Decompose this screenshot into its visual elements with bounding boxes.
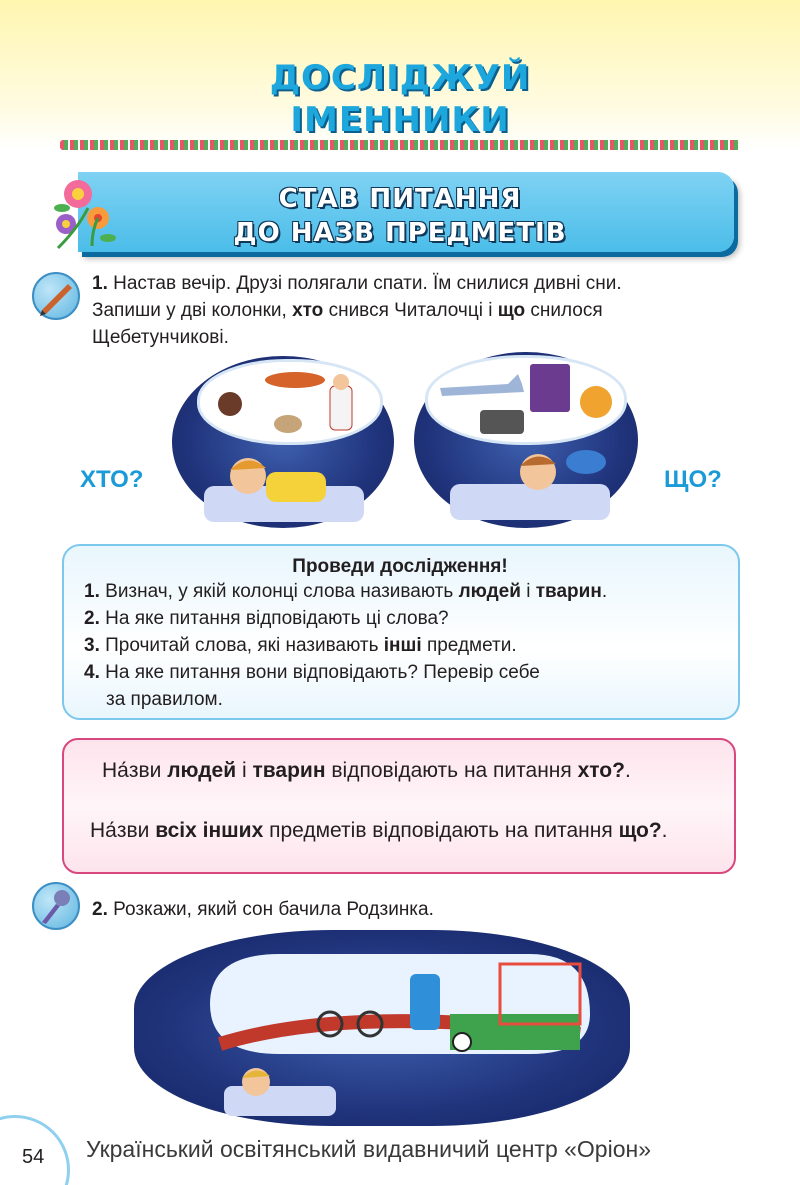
rule-paragraph-1: На́зви людей і тварин відповідають на питання хто?.: [102, 759, 631, 782]
research-item-2: 2. На яке питання відповідають ці слова?: [84, 608, 449, 629]
sleeping-girl-icon: [200, 446, 370, 524]
task1-line2: Запиши у дві колонки, хто снився Читалочці і що снилося: [92, 300, 603, 321]
hen-icon: [218, 392, 242, 416]
question-who-label: ХТО?: [80, 466, 144, 493]
question-what-label: ЩО?: [664, 466, 722, 493]
girl-dream-bubble: [200, 362, 380, 442]
research-item-4-continued: за правилом.: [106, 689, 223, 710]
page-number: 54: [22, 1146, 45, 1168]
fox-icon: [265, 372, 325, 388]
publisher-line: Український освітянський видавничий центр «Оріон»: [86, 1136, 651, 1162]
embroidery-ornament: [60, 140, 740, 150]
sleeping-raisin-icon: [220, 1064, 340, 1120]
research-item-1: 1. Визнач, у якій колонці слова називають людей і тварин.: [84, 581, 608, 602]
research-item-4: 4. На яке питання вони відповідають? Перевір себе: [84, 662, 540, 683]
cat-icon: [274, 415, 302, 433]
book-icon: [530, 364, 570, 412]
page-title-line2: ІМЕННИКИ: [290, 100, 510, 140]
task1-line3: Щебетунчикові.: [92, 327, 229, 348]
rule-paragraph-2: На́зви всіх інших предметів відповідають на питання що?.: [90, 819, 668, 842]
phone-icon: [480, 410, 524, 434]
phone-character-icon: [410, 974, 440, 1030]
pen-icon: [32, 272, 80, 320]
task2-text: 2. Розкажи, який сон бачила Родзинка.: [92, 899, 434, 920]
section-title-line2: ДО НАЗВ ПРЕДМЕТІВ: [233, 218, 567, 248]
sleeping-boy-icon: [446, 444, 616, 524]
dream-scene: [200, 944, 600, 1064]
doctor-icon: [330, 386, 352, 430]
research-title: Проведи дослідження!: [292, 556, 508, 577]
boy-dream-bubble: [428, 358, 624, 442]
apple-icon: [580, 386, 612, 418]
microphone-icon: [32, 882, 80, 930]
airplane-icon: [440, 374, 524, 396]
section-title-line1: СТАВ ПИТАННЯ: [278, 184, 522, 214]
task1-line1: 1. Настав вечір. Друзі полягали спати. Їм снилися дивні сни.: [92, 273, 622, 294]
research-item-3: 3. Прочитай слова, які називають інші предмети.: [84, 635, 517, 656]
soccer-ball-icon: [453, 1033, 471, 1051]
flower-bouquet-icon: [48, 168, 120, 254]
page-title-line1: ДОСЛІДЖУЙ: [269, 58, 531, 98]
